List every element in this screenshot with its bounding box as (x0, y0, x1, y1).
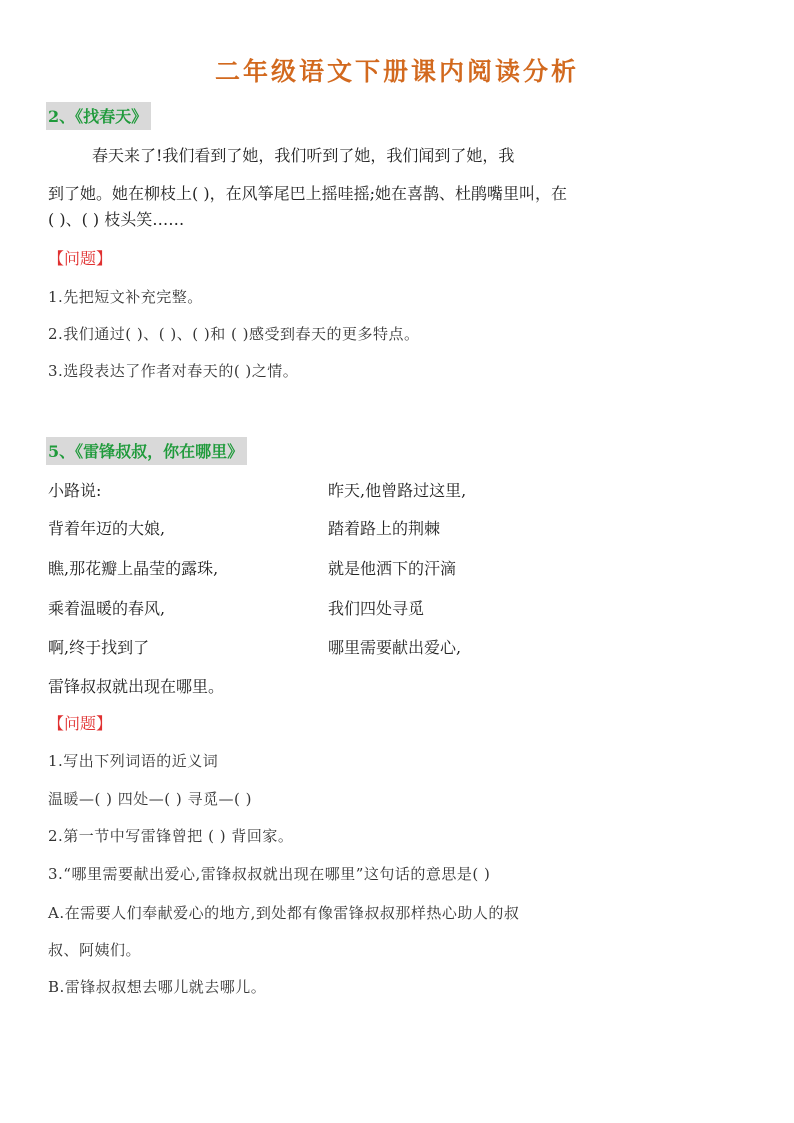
poem-line-last: 雷锋叔叔就出现在哪里。 (48, 677, 225, 696)
poem-line-right: 就是他洒下的汗滴 (328, 559, 457, 578)
question-label: 【问题】 (48, 714, 113, 733)
answer-option: B.雷锋叔叔想去哪儿就去哪儿。 (48, 978, 267, 996)
poem-line-right: 昨天,他曾路过这里, (328, 481, 467, 500)
poem-line-left: 啊,终于找到了 (48, 638, 150, 657)
question-item: 3.选段表达了作者对春天的( )之情。 (48, 362, 299, 380)
poem-line-right: 踏着路上的荆棘 (328, 519, 441, 538)
question-item: 1.先把短文补充完整。 (48, 288, 203, 306)
question-item: 2.我们通过( )、( )、( )和 ( )感受到春天的更多特点。 (48, 325, 420, 343)
poem-line-left: 乘着温暖的春风, (48, 599, 166, 618)
answer-option: A.在需要人们奉献爱心的地方,到处都有像雷锋叔叔那样热心助人的叔 (48, 904, 520, 922)
question-item: 温暖—( ) 四处—( ) 寻觅—( ) (48, 790, 252, 808)
answer-option: 叔、阿姨们。 (48, 941, 142, 959)
poem-line-left: 小路说: (48, 481, 102, 500)
question-item: 3.“哪里需要献出爱心,雷锋叔叔就出现在哪里”这句话的意思是( ) (48, 865, 491, 883)
question-item: 2.第一节中写雷锋曾把 ( ) 背回家。 (48, 827, 294, 845)
section-heading-find-spring: 2、《找春天》 (46, 102, 151, 130)
page-title: 二年级语文下册课内阅读分析 (214, 57, 579, 86)
poem-line-right: 我们四处寻觅 (328, 599, 425, 618)
poem-line-left: 背着年迈的大娘, (48, 519, 166, 538)
section-heading-lei-feng: 5、《雷锋叔叔，你在哪里》 (46, 437, 247, 465)
poem-line-right: 哪里需要献出爱心, (328, 638, 462, 657)
question-label: 【问题】 (48, 249, 113, 268)
passage-line: 春天来了!我们看到了她，我们听到了她，我们闻到了她，我 (92, 146, 515, 165)
poem-line-left: 瞧,那花瓣上晶莹的露珠, (48, 559, 219, 578)
passage-line: 到了她。她在柳枝上( )，在风筝尾巴上摇哇摇;她在喜鹊、杜鹃嘴里叫，在 (48, 184, 567, 203)
question-item: 1.写出下列词语的近义词 (48, 752, 219, 770)
passage-line: ( )、( ) 枝头笑…… (48, 210, 185, 229)
